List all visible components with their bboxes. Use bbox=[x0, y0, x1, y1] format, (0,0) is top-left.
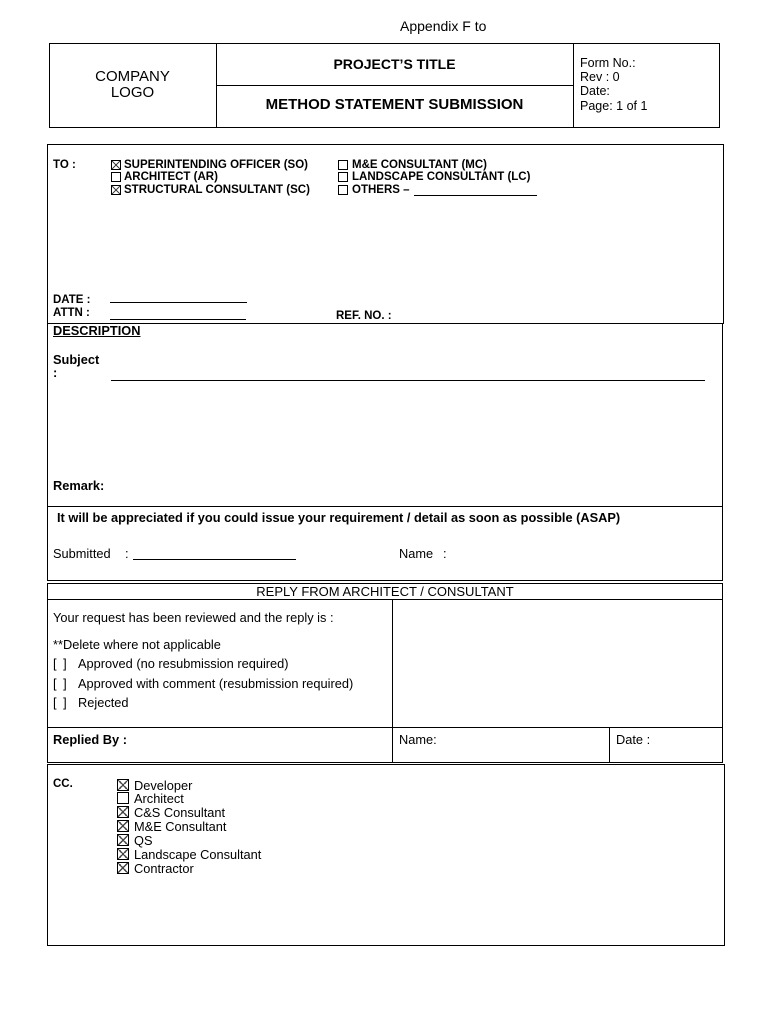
label-landscape-consultant: LANDSCAPE CONSULTANT (LC) bbox=[352, 171, 531, 183]
subject-colon: : bbox=[53, 365, 58, 380]
reply-option-approved: Approved (no resubmission required) bbox=[78, 656, 289, 671]
description-section bbox=[47, 323, 723, 581]
reply-option-rejected: Rejected bbox=[78, 695, 129, 710]
cc-label-cs-consultant: C&S Consultant bbox=[134, 805, 226, 820]
checkbox-superintending-officer[interactable] bbox=[111, 160, 121, 170]
checkbox-structural-consultant[interactable] bbox=[111, 185, 121, 195]
reply-option-bracket[interactable]: [ ] bbox=[53, 676, 67, 691]
project-title: PROJECT’S TITLE bbox=[333, 56, 456, 72]
checkbox-me-consultant[interactable] bbox=[338, 160, 348, 170]
reply-heading: REPLY FROM ARCHITECT / CONSULTANT bbox=[256, 584, 514, 599]
submitted-label: Submitted bbox=[53, 546, 111, 561]
submitted-input-line[interactable] bbox=[133, 559, 296, 560]
label-structural-consultant: STRUCTURAL CONSULTANT (SC) bbox=[124, 184, 310, 196]
subject-label: Subject bbox=[53, 352, 100, 367]
date-label: DATE : bbox=[53, 294, 91, 306]
attn-input-line[interactable] bbox=[110, 319, 246, 320]
checkbox-architect[interactable] bbox=[111, 172, 121, 182]
reply-option-approved-with-comment: Approved with comment (resubmission required) bbox=[78, 676, 354, 691]
request-message: It will be appreciated if you could issue your requirement / detail as soon as possible (ASAP) bbox=[57, 510, 621, 525]
form-date-label: Date: bbox=[580, 84, 610, 98]
label-others: OTHERS – bbox=[352, 184, 410, 196]
cc-label-contractor: Contractor bbox=[134, 861, 194, 876]
header-divider-right bbox=[573, 43, 574, 128]
checkbox-others[interactable] bbox=[338, 185, 348, 195]
reply-intro: Your request has been reviewed and the reply is : bbox=[53, 610, 334, 625]
cc-checkbox-architect[interactable] bbox=[117, 792, 129, 804]
request-name-colon: : bbox=[443, 546, 447, 561]
reply-name-label: Name: bbox=[399, 732, 437, 747]
form-title: METHOD STATEMENT SUBMISSION bbox=[265, 96, 524, 113]
label-superintending-officer: SUPERINTENDING OFFICER (SO) bbox=[124, 159, 309, 171]
cc-checkbox-developer[interactable] bbox=[117, 779, 129, 791]
reply-footer-divider bbox=[47, 727, 723, 728]
attn-label: ATTN : bbox=[53, 307, 90, 319]
subject-input-line[interactable] bbox=[111, 380, 705, 381]
cc-label-developer: Developer bbox=[134, 778, 193, 793]
ref-no-label: REF. NO. : bbox=[336, 310, 392, 322]
header-divider-middle bbox=[216, 85, 573, 86]
description-heading: DESCRIPTION bbox=[53, 323, 141, 338]
cc-label-architect: Architect bbox=[134, 791, 184, 806]
submitted-colon: : bbox=[125, 546, 129, 561]
revision-label: Rev : 0 bbox=[580, 70, 620, 84]
cc-checkbox-me-consultant[interactable] bbox=[117, 820, 129, 832]
reply-column-divider bbox=[392, 599, 393, 763]
appendix-label: Appendix F to bbox=[400, 18, 487, 34]
reply-note: **Delete where not applicable bbox=[53, 637, 221, 652]
company-logo-text: LOGO bbox=[110, 84, 155, 101]
reply-heading-divider bbox=[47, 599, 723, 600]
cc-checkbox-qs[interactable] bbox=[117, 834, 129, 846]
cc-label-landscape-consultant: Landscape Consultant bbox=[134, 847, 262, 862]
cc-label: CC. bbox=[53, 778, 73, 790]
company-logo-text: COMPANY bbox=[95, 68, 170, 85]
replied-by-label: Replied By : bbox=[53, 732, 127, 747]
cc-checkbox-landscape-consultant[interactable] bbox=[117, 848, 129, 860]
to-label: TO : bbox=[53, 159, 76, 171]
request-name-label: Name bbox=[399, 546, 434, 561]
cc-checkbox-cs-consultant[interactable] bbox=[117, 806, 129, 818]
reply-date-divider bbox=[609, 727, 610, 763]
label-architect: ARCHITECT (AR) bbox=[124, 171, 218, 183]
page-number-label: Page: 1 of 1 bbox=[580, 99, 648, 113]
remark-label: Remark: bbox=[53, 478, 105, 493]
reply-option-bracket[interactable]: [ ] bbox=[53, 695, 67, 710]
request-divider bbox=[47, 506, 723, 507]
others-input-line[interactable] bbox=[414, 195, 537, 196]
cc-label-qs: QS bbox=[134, 833, 153, 848]
date-input-line[interactable] bbox=[110, 302, 247, 303]
cc-label-me-consultant: M&E Consultant bbox=[134, 819, 227, 834]
checkbox-landscape-consultant[interactable] bbox=[338, 172, 348, 182]
form-number-label: Form No.: bbox=[580, 56, 636, 70]
reply-date-label: Date : bbox=[616, 732, 651, 747]
cc-checkbox-contractor[interactable] bbox=[117, 862, 129, 874]
reply-option-bracket[interactable]: [ ] bbox=[53, 656, 67, 671]
label-me-consultant: M&E CONSULTANT (MC) bbox=[352, 159, 487, 171]
